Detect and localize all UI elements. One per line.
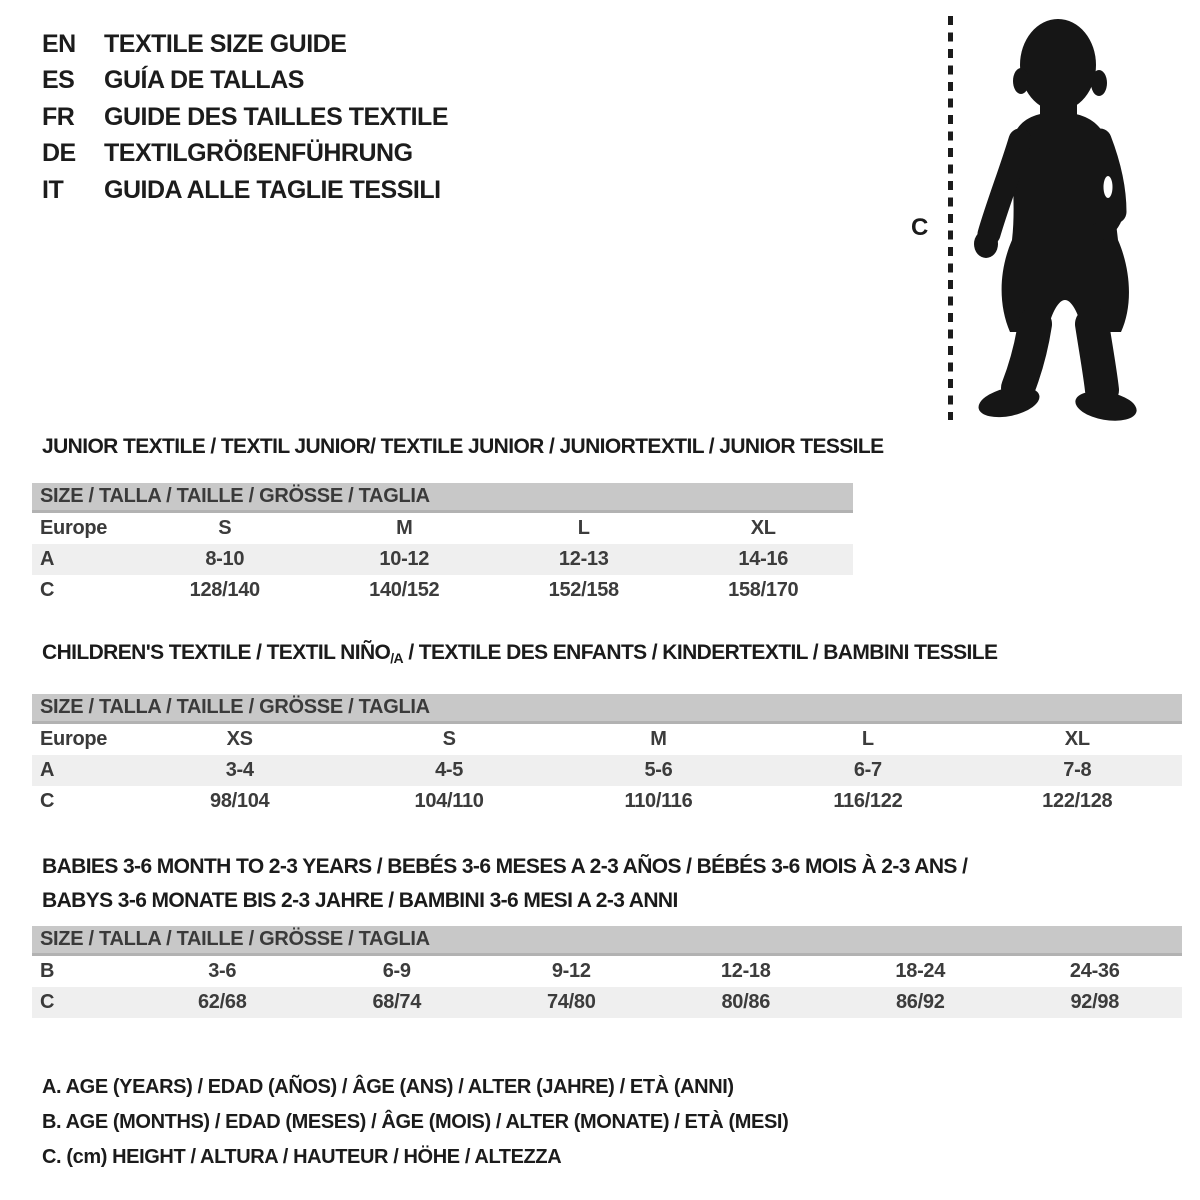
size-header-row xyxy=(32,926,1182,955)
guide-title: TEXTILGRÖßENFÜHRUNG xyxy=(104,139,413,168)
table-cell: 4-5 xyxy=(344,755,553,786)
row-label: C xyxy=(32,987,135,1018)
guide-title: GUIDA ALLE TAGLIE TESSILI xyxy=(104,175,441,204)
height-measure-dotted-line xyxy=(948,16,953,420)
babies-size-table xyxy=(32,926,1182,1018)
table-cell: 3-4 xyxy=(135,755,344,786)
table-cell: 68/74 xyxy=(310,987,485,1018)
table-cell: 6-7 xyxy=(763,755,972,786)
table-cell: 3-6 xyxy=(208,960,237,982)
legend xyxy=(42,1070,788,1175)
table-cell: 80/86 xyxy=(659,987,834,1018)
guide-title: GUIDE DES TAILLES TEXTILE xyxy=(104,102,449,131)
table-cell: 62/68 xyxy=(135,987,310,1018)
toddler-silhouette-image xyxy=(962,14,1148,424)
table-cell: 122/128 xyxy=(1042,790,1113,812)
table-row xyxy=(32,575,853,606)
table-cell: 128/140 xyxy=(189,579,260,601)
table-cell: 12-18 xyxy=(720,960,771,982)
table-cell: 152/158 xyxy=(548,579,619,601)
row-label: C xyxy=(40,579,55,601)
table-cell: 92/98 xyxy=(1008,987,1183,1018)
children-size-table xyxy=(32,694,1182,817)
table-row xyxy=(32,512,853,545)
title-line-1: BABIES 3-6 MONTH TO 2-3 YEARS / BEBÉS 3-6 MESES A 2-3 AÑOS / BÉBÉS 3-6 MOIS À 2-3 ANS / xyxy=(42,855,968,878)
table-cell: 7-8 xyxy=(973,755,1182,786)
title-text: CHILDREN'S TEXTILE / TEXTIL NIÑO xyxy=(42,641,391,664)
legend-line-age-years: A. AGE (YEARS) / EDAD (AÑOS) / ÂGE (ANS) / ALTER (JAHRE) / ETÀ (ANNI) xyxy=(42,1076,734,1098)
table-cell: 9-12 xyxy=(551,960,591,982)
table-cell: 24-36 xyxy=(1069,960,1120,982)
table-cell: 86/92 xyxy=(833,987,1008,1018)
height-figure xyxy=(905,10,1165,428)
language-code: DE xyxy=(42,139,76,168)
section-childrens-textile xyxy=(32,642,1182,817)
table-row xyxy=(32,723,1182,756)
language-row-de xyxy=(42,135,448,171)
language-row-fr xyxy=(42,99,448,135)
table-cell: 110/116 xyxy=(624,790,693,812)
legend-line-age-months: B. AGE (MONTHS) / EDAD (MESES) / ÂGE (MOIS) / ALTER (MONATE) / ETÀ (MESI) xyxy=(42,1111,789,1133)
size-header-row xyxy=(32,483,853,512)
table-cell: 6-9 xyxy=(382,960,411,982)
section-title-babies xyxy=(32,850,1182,918)
table-cell: XS xyxy=(226,728,253,750)
size-header-cell: SIZE / TALLA / TAILLE / GRÖSSE / TAGLIA xyxy=(32,483,853,512)
language-row-es xyxy=(42,62,448,98)
table-cell: 98/104 xyxy=(210,790,270,812)
section-title-children xyxy=(42,642,1182,669)
language-code: EN xyxy=(42,30,76,58)
row-label: A xyxy=(32,755,135,786)
table-cell: L xyxy=(577,517,590,539)
table-row xyxy=(32,544,853,575)
language-title-list xyxy=(42,26,448,208)
guide-title: TEXTILE SIZE GUIDE xyxy=(104,30,347,58)
size-header-cell: SIZE / TALLA / TAILLE / GRÖSSE / TAGLIA xyxy=(32,694,1182,723)
row-label: B xyxy=(40,960,55,982)
table-cell: 10-12 xyxy=(315,544,495,575)
size-header-cell: SIZE / TALLA / TAILLE / GRÖSSE / TAGLIA xyxy=(32,926,1182,955)
table-cell: 8-10 xyxy=(135,544,315,575)
row-label: C xyxy=(40,790,55,812)
row-label: A xyxy=(32,544,135,575)
table-cell: 140/152 xyxy=(369,579,440,601)
height-marker-label: C xyxy=(911,214,929,241)
size-header-row xyxy=(32,694,1182,723)
table-cell: L xyxy=(861,728,874,750)
table-row xyxy=(32,786,1182,817)
table-cell: 158/170 xyxy=(728,579,799,601)
table-cell: 18-24 xyxy=(895,960,946,982)
section-babies-textile xyxy=(32,850,1182,1018)
table-cell: 14-16 xyxy=(674,544,854,575)
row-label: Europe xyxy=(40,728,108,750)
legend-line-height-cm: C. (cm) HEIGHT / ALTURA / HAUTEUR / HÖHE / ALTEZZA xyxy=(42,1146,562,1168)
language-code: ES xyxy=(42,66,75,95)
table-cell: M xyxy=(650,728,667,750)
table-cell: 74/80 xyxy=(484,987,659,1018)
language-code: FR xyxy=(42,102,75,131)
table-cell: 104/110 xyxy=(414,790,484,812)
table-cell: 5-6 xyxy=(554,755,763,786)
table-cell: XL xyxy=(750,517,776,539)
table-cell: 116/122 xyxy=(833,790,903,812)
table-row xyxy=(32,755,1182,786)
table-cell: XL xyxy=(1064,728,1090,750)
table-cell: M xyxy=(396,517,413,539)
table-cell: S xyxy=(218,517,232,539)
table-row xyxy=(32,987,1182,1018)
junior-size-table xyxy=(32,483,853,606)
table-row xyxy=(32,955,1182,988)
section-title-junior: JUNIOR TEXTILE / TEXTIL JUNIOR/ TEXTILE JUNIOR / JUNIORTEXTIL / JUNIOR TESSILE xyxy=(42,435,884,458)
guide-title: GUÍA DE TALLAS xyxy=(104,66,304,95)
table-cell: 12-13 xyxy=(494,544,674,575)
title-sub-text: /A xyxy=(390,650,404,666)
language-row-en xyxy=(42,26,448,62)
section-junior-textile xyxy=(32,435,884,606)
language-row-it xyxy=(42,172,448,208)
language-code: IT xyxy=(42,175,64,204)
row-label: Europe xyxy=(40,517,108,539)
table-cell: S xyxy=(442,728,456,750)
title-line-2: BABYS 3-6 MONATE BIS 2-3 JAHRE / BAMBINI 3-6 MESI A 2-3 ANNI xyxy=(42,889,678,912)
title-text: / TEXTILE DES ENFANTS / KINDERTEXTIL / BAMBINI TESSILE xyxy=(403,641,998,664)
